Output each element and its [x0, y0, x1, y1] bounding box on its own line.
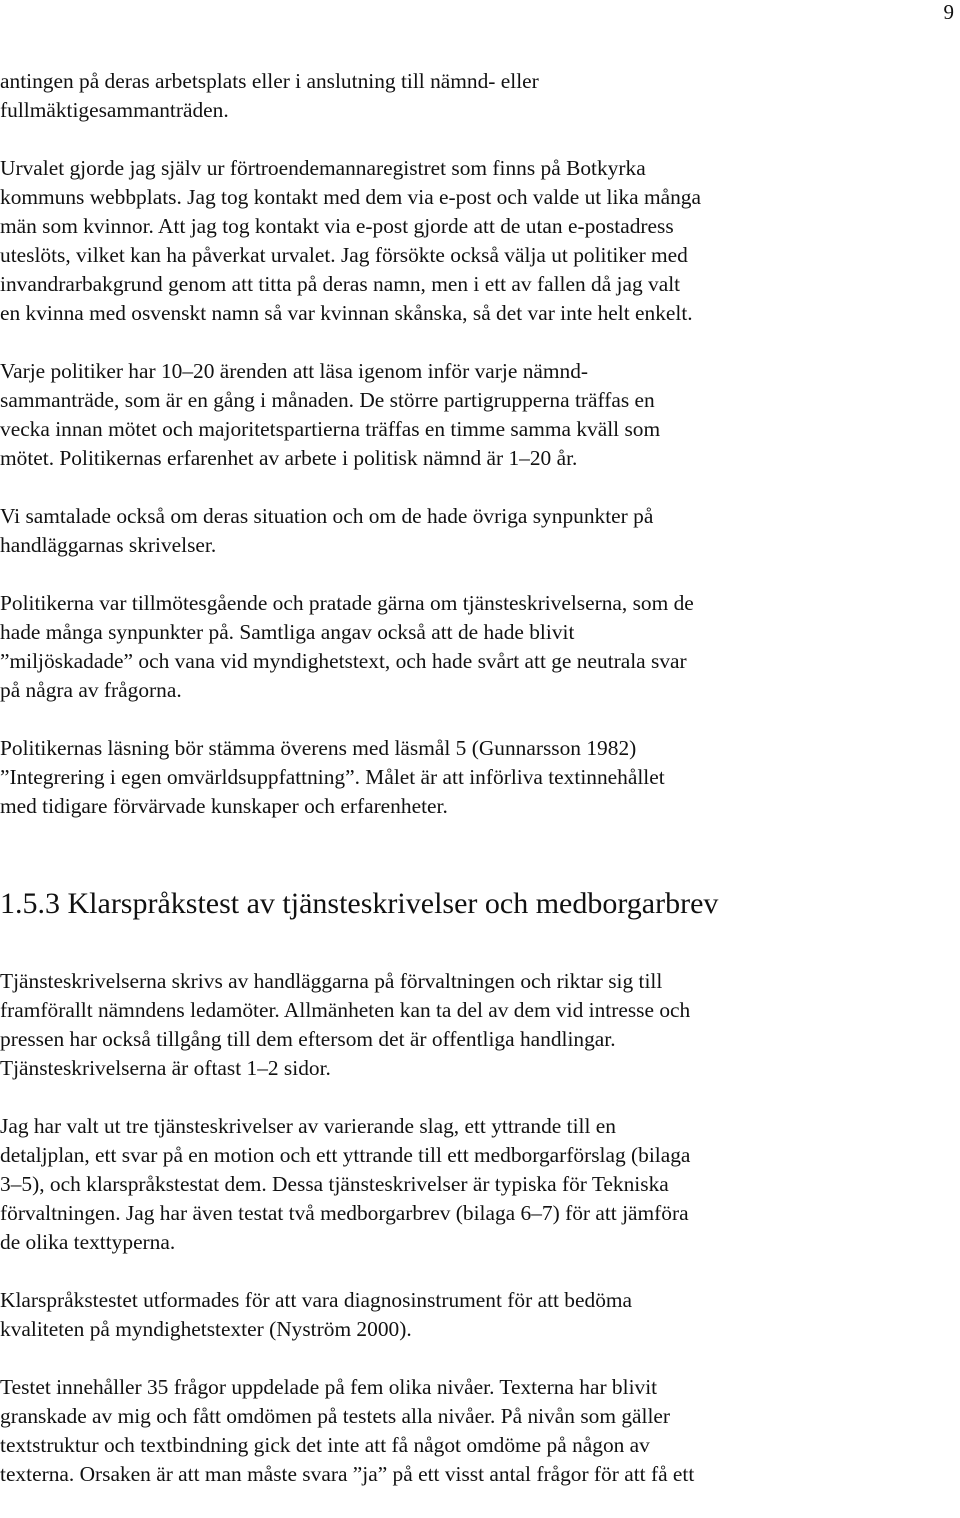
paragraph-conversation: Vi samtalade också om deras situation och om de hade övriga synpunkter på handläggarnas skrivelser.: [0, 504, 654, 557]
paragraph-test-purpose: Klarspråkstestet utformades för att vara diagnosinstrument för att bedöma kvaliteten på myndighetstexter (Nyström 2000).: [0, 1288, 633, 1341]
paragraph-reading-goal: Politikernas läsning bör stämma överens med läsmål 5 (Gunnarsson 1982) ”Integrering i egen omvärldsuppfattning”. Målet är att införliva textinnehållet med tidigare förvärvade kunskaper och erfarenheter.: [0, 736, 665, 818]
paragraph-selection: Urvalet gjorde jag själv ur förtroendemannaregistret som finns på Botkyrka kommuns webbplats. Jag tog kontakt med dem via e-post och valde ut lika många män som kvinnor. Att jag tog kontakt via e-post gjorde att de utan e-postadress uteslöts, vilket kan ha påverkat urvalet. Jag försökte också välja ut politiker med invandrarbakgrund genom att titta på deras namn, men i ett av fallen då jag valt en kvinna med osvenskt namn så var kvinnan skånska, så det var inte helt enkelt.: [0, 156, 701, 325]
paragraph-test-content: Testet innehåller 35 frågor uppdelade på fem olika nivåer. Texterna har blivit granskade av mig och fått omdömen på testets alla nivåer. På nivån som gäller textstruktur och textbindning gick det inte att få något omdöme på någon av texterna. Orsaken är att man måste svara ”ja” på ett visst antal frågor för att få ett: [0, 1375, 695, 1486]
paragraph-attitude: Politikerna var tillmötesgående och pratade gärna om tjänsteskrivelserna, som de hade många synpunkter på. Samtliga angav också att de hade blivit ”miljöskadade” och vana vid myndighetstext, och hade svårt att ge neutrala svar på några av frågorna.: [0, 591, 694, 702]
paragraph-workload: Varje politiker har 10–20 ärenden att läsa igenom inför varje nämnd- sammanträde, som är en gång i månaden. De större partigrupperna träffas en vecka innan mötet och majoritetspartierna träffas en timme samma kväll som mötet. Politikernas erfarenhet av arbete i politisk nämnd är 1–20 år.: [0, 359, 661, 470]
paragraph-documents: Tjänsteskrivelserna skrivs av handläggarna på förvaltningen och riktar sig till framförallt nämndens ledamöter. Allmänheten kan ta del av dem vid intresse och pressen har också tillgång till dem eftersom det är offentliga handlingar. Tjänsteskrivelserna är oftast 1–2 sidor.: [0, 969, 691, 1080]
page-number: 9: [943, 0, 954, 24]
section-heading: 1.5.3 Klarspråkstest av tjänsteskrivelser och medborgarbrev: [0, 887, 719, 920]
document-body: [0, 67, 820, 1518]
paragraph-context: antingen på deras arbetsplats eller i anslutning till nämnd- eller fullmäktigesammanträden.: [0, 69, 539, 122]
paragraph-selected-texts: Jag har valt ut tre tjänsteskrivelser av varierande slag, ett yttrande till en detaljplan, ett svar på en motion och ett yttrande till ett medborgarförslag (bilaga 3–5), och klarspråkstestat dem. Dessa tjänsteskrivelser är typiska för Tekniska förvaltningen. Jag har även testat två medborgarbrev (bilaga 6–7) för att jämföra de olika texttyperna.: [0, 1114, 691, 1254]
